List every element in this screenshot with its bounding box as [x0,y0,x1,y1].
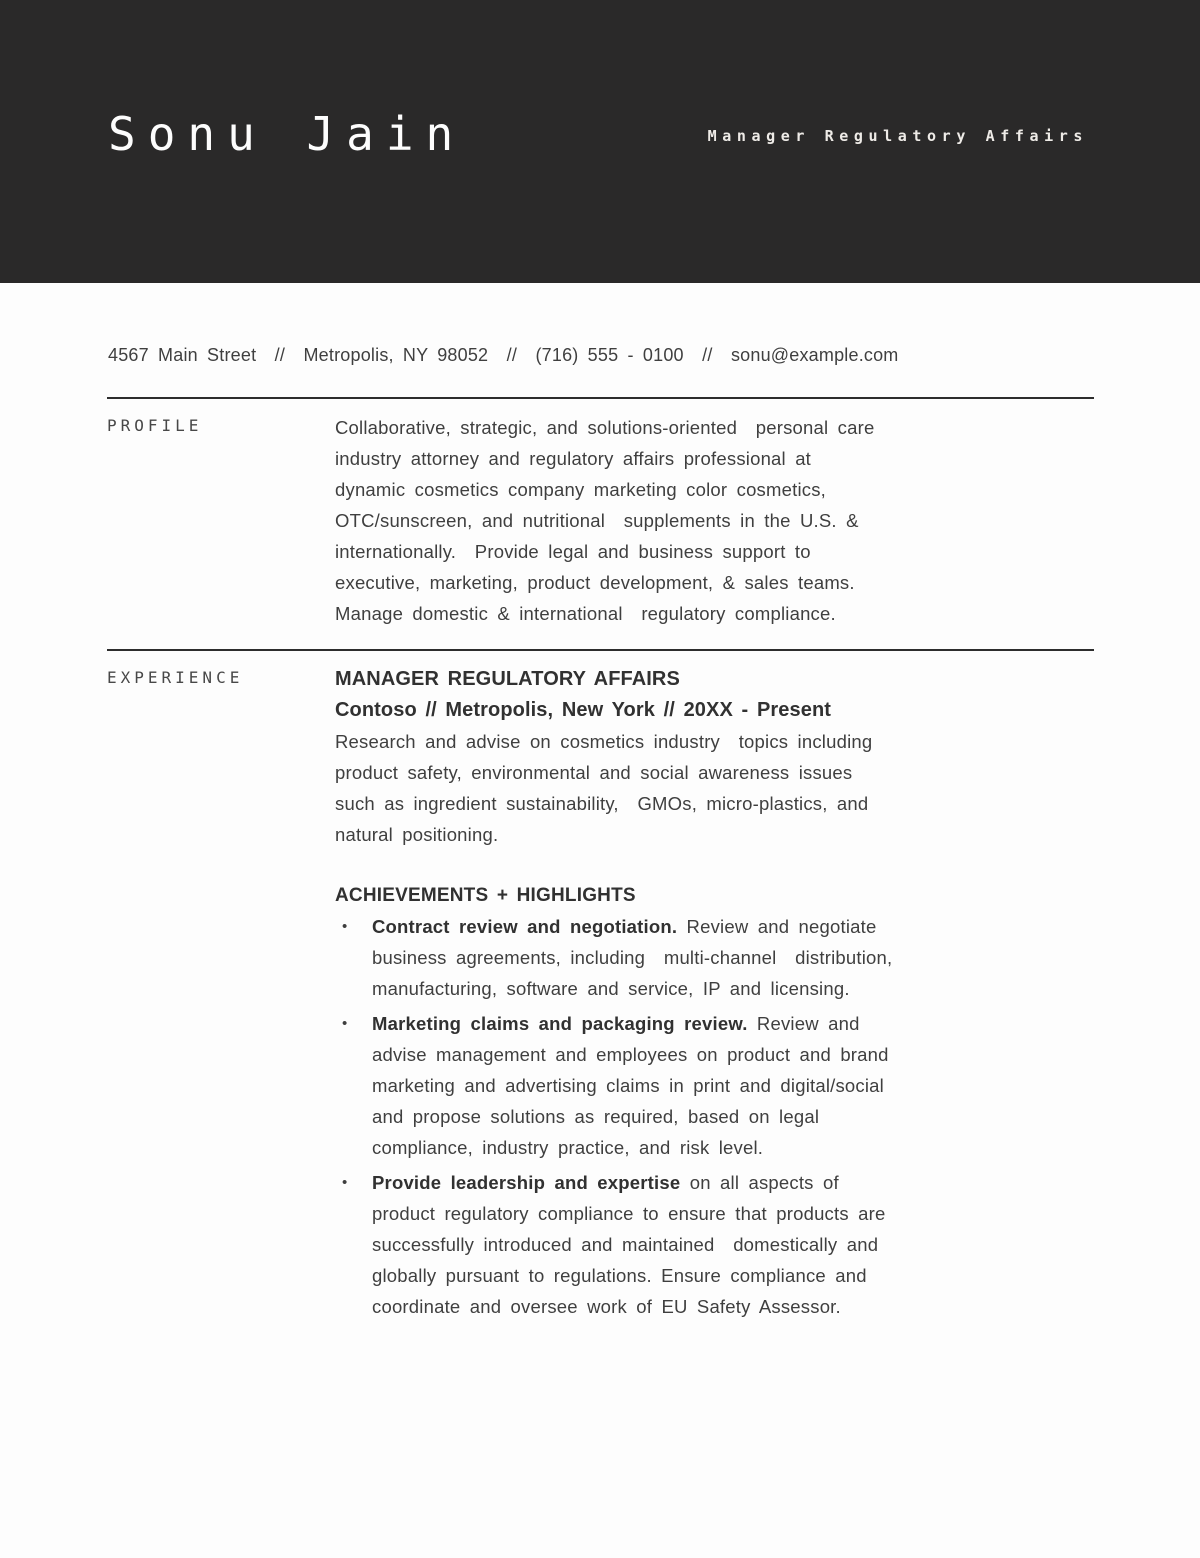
profile-line: industry attorney and regulatory affairs professional at [335,448,812,469]
experience-label: EXPERIENCE [107,668,244,687]
job-summary-line: Research and advise on cosmetics industry topics including [335,731,873,752]
job-meta: Contoso // Metropolis, New York // 20XX - Present [335,699,832,721]
experience-body [335,664,1094,1322]
bullet-lead: Provide leadership and expertise [372,1172,681,1193]
profile-line: dynamic cosmetics company marketing color cosmetics, [335,479,826,500]
bullet-line: and propose solutions as required, based on legal [372,1106,820,1127]
bullet-rest: Review and [756,1013,860,1034]
experience-section [107,651,1094,1342]
profile-line: OTC/sunscreen, and nutritional supplements in the U.S. & [335,510,859,531]
profile-label: PROFILE [107,416,203,435]
profile-section [107,399,1094,649]
bullet-line: business agreements, including multi-channel distribution, [372,947,893,968]
bullet-line: manufacturing, software and service, IP and licensing. [372,978,850,999]
contact-line: 4567 Main Street // Metropolis, NY 98052 // (716) 555 - 0100 // sonu@example.com [108,345,899,365]
bullet-first-line [372,1167,1094,1198]
bullet-lead: Contract review and negotiation. [372,916,678,937]
bullet-first-line [372,1008,1094,1039]
achievements-heading: ACHIEVEMENTS + HIGHLIGHTS [335,885,636,906]
bullet-line: successfully introduced and maintained domestically and [372,1234,879,1255]
profile-line: internationally. Provide legal and business support to [335,541,811,562]
bullet-lead: Marketing claims and packaging review. [372,1013,748,1034]
job-summary-line: natural positioning. [335,824,499,845]
bullet-first-line [372,911,1094,942]
job-summary-line: such as ingredient sustainability, GMOs, micro-plastics, and [335,793,869,814]
bullet-icon: • [342,1174,348,1191]
header-band [0,0,1200,283]
bullet-line: globally pursuant to regulations. Ensure compliance and [372,1265,867,1286]
bullet-line: coordinate and oversee work of EU Safety Assessor. [372,1296,841,1317]
bullet-line: advise management and employees on product and brand [372,1044,889,1065]
bullet-rest: on all aspects of [689,1172,839,1193]
job-summary-line: product safety, environmental and social awareness issues [335,762,853,783]
bullet-icon: • [342,918,348,935]
job-title: MANAGER REGULATORY AFFAIRS [335,668,680,690]
achievement-bullet-contract-review [335,911,1094,1004]
profile-line: Manage domestic & international regulatory compliance. [335,603,836,624]
profile-line: Collaborative, strategic, and solutions-oriented personal care [335,417,875,438]
bullet-line: compliance, industry practice, and risk level. [372,1137,764,1158]
profile-line: executive, marketing, product development, & sales teams. [335,572,855,593]
header-job-title: Manager Regulatory Affairs [707,127,1088,145]
bullet-icon: • [342,1015,348,1032]
achievement-bullet-leadership [335,1167,1094,1322]
bullet-line: product regulatory compliance to ensure that products are [372,1203,886,1224]
bullet-rest: Review and negotiate [686,916,877,937]
bullet-line: marketing and advertising claims in print and digital/social [372,1075,884,1096]
achievement-bullet-marketing-claims [335,1008,1094,1163]
profile-text [335,412,1094,629]
person-name: Sonu Jain [108,107,466,161]
